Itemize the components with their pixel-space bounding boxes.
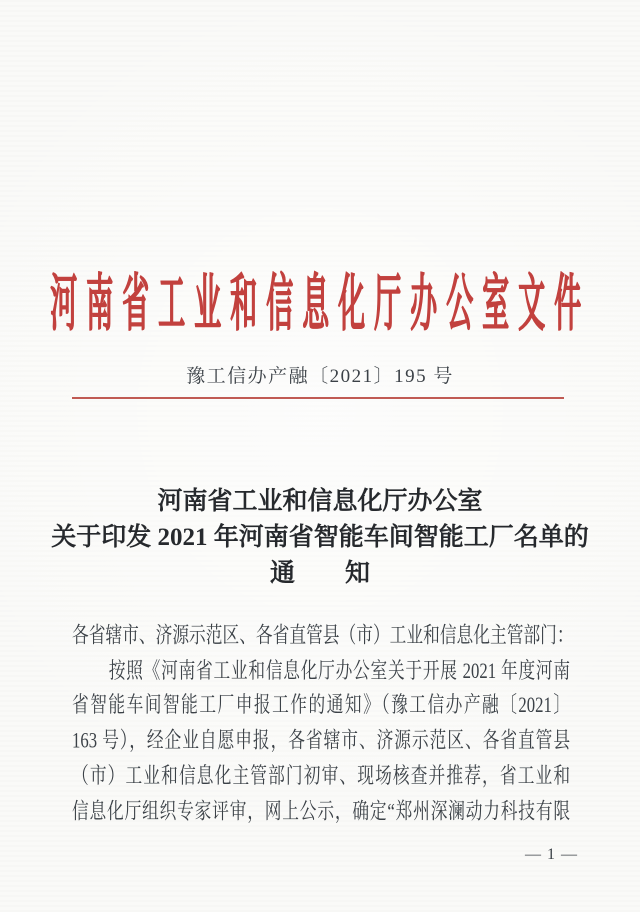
- notice-title: [0, 484, 640, 592]
- red-letterhead-title: 河南省工业和信息化厅办公室文件: [50, 269, 590, 339]
- notice-title-line-2: 关于印发 2021 年河南省智能车间智能工厂名单的: [51, 524, 589, 551]
- page-number: — 1 —: [525, 846, 578, 863]
- salutation-line: 各省辖市、济源示范区、各省直管县（市）工业和信息化主管部门：: [72, 623, 574, 649]
- red-separator-line: [72, 397, 564, 399]
- body-line: 信息化厅组织专家评审，网上公示，确定“郑州深澜动力科技有限: [72, 798, 571, 824]
- body-line: 按照《河南省工业和信息化厅办公室关于开展 2021 年度河南: [108, 658, 571, 684]
- document-number: 豫工信办产融〔2021〕195 号: [186, 366, 454, 387]
- body-line: 163 号），经企业自愿申报，各省辖市、济源示范区、各省直管县: [72, 728, 571, 754]
- notice-body: [72, 619, 574, 829]
- body-line: （市）工业和信息化主管部门初审、现场核查并推荐，省工业和: [72, 763, 571, 789]
- body-line: 省智能车间智能工厂申报工作的通知》（豫工信办产融〔2021〕: [72, 693, 571, 719]
- notice-title-line-1: 河南省工业和信息化厅办公室: [157, 488, 483, 515]
- notice-title-line-3: 通 知: [269, 560, 370, 587]
